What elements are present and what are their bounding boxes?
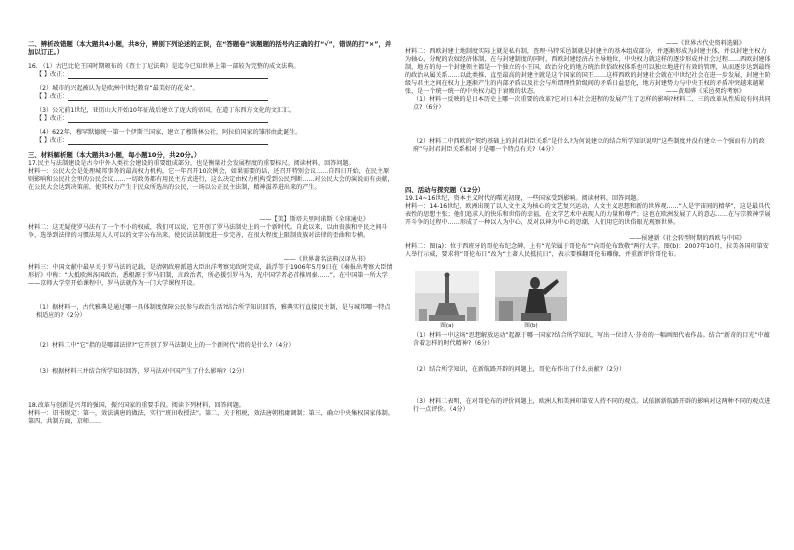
- figure-b: [495, 271, 567, 330]
- section-3-title: 三、材料解析题（本大题共3小题，每小题10分，共20分。）: [28, 151, 201, 160]
- answer-line[interactable]: [68, 116, 268, 123]
- question-16-item-3: （3）公元前1世纪，亚历山大开始10年征战后建立了庞大的帝国，在道丁东西方文化的文汇汇。: [36, 107, 296, 115]
- material-2: 材料二：这无疑使罗马法有了一个不小的权威，我们可以说，它开创了罗马法制史上的一个新时代。自此以来，以由贵族和平民之间斗争，选举到法律的习惯法用人人可以的文字公布出来，使民法法制度进一步完善，在很大程度上限制贵族对法律的歪曲和专横。: [28, 223, 388, 239]
- source-top: ——《世界古代史资料选辑》: [665, 40, 745, 47]
- question-right-1: （1）材料一反映的是日本历史上哪一次重要的改革?它对日本社会进程的发展产生了怎样的影响?材料二、三的改革从性质说有何共同点?（6分）: [413, 96, 771, 112]
- section-2-title: 二、辨析改错题（本大题共4小题，共8分，辨别下列论述的正误，在“答题卷”该题题的括号内正确的打“√”，错误的打“×”，并加以订正。）: [28, 40, 392, 57]
- right-column: [405, 40, 771, 422]
- question-16-fix-1: 【 】改正：: [28, 71, 395, 79]
- figure-a: [415, 271, 479, 330]
- columbus-monument-photo: [415, 271, 479, 321]
- columbus-statue-photo: [495, 271, 567, 321]
- material-2-right: 材料二：西欧封建土地制度实际上就是私有制，查理·马特采邑制就是封建主的基本组成部分，并逐渐形成为封建主体，并以封建主权力为轴心，分配的农奴经济体制，在与封建制度的同时，西欧封建经济占主导地位，中央权力就这样的逐步形成并社会过程……西欧封建体制，地方的每一个封建领主都是一个独立的小王国，政治分化的地方统治世俗政权体系也可以独立地进行有效的管理，从而逐步达到最终的政治从属关系……以此类推，直至最高的封建主就是这个国家的国王……这样西欧的封建社会就在中世纪社会在进一步发展，封建主阶级与君主之间在权力上逐渐产生的内部矛盾以及社会与所谓理性阶级间的矛盾日益恶化，地方封建势力与中央王权的矛盾冲突越来越紧张，是一个统一统一的中央权力趋于衰败的状态。: [405, 48, 771, 96]
- question-16-item-4: （4）622年，穆罕默德统一第一个伊斯兰国家，建立了穆斯林公社，阿拉伯国家的雏形由此诞生。: [36, 129, 302, 137]
- question-19-2: （2）结合所学知识，在新航路开辟的问题上，哥伦布作出了什么贡献?（2分）: [413, 365, 626, 373]
- figure-a-caption: 图(a): [440, 322, 454, 329]
- question-right-2: （2）材料二中西欧的“契约基础上的封君封臣关系”是什么?为何说建立的结合所学知识说明“这些制度并没有建立一个强而有力的政府”与封君封臣关系相对于是哪一个特点有关?（4分）: [413, 138, 765, 154]
- figure-row: [415, 271, 771, 330]
- question-18-material-1: 材料一：诏书规定：第一，效法满唐的做法，实行“班田收授法”。第二，关于租税，效法唐朝租庸调制；第三，确立中央集权国家体制。第四，共制方面，京师……: [28, 409, 394, 425]
- material-2-right-source: ——黄瑞骅《采邑契约考察》: [665, 88, 745, 96]
- material-2-source: ——《世界著名法典汉译丛书》: [283, 255, 369, 263]
- material-3: 材料三：中国文献中最早关于罗马法的记载，是清朝政府派遣大臣出洋考察宪政时完成，载浮等于1906年5月9日在《奏报出考察大臣情形折》中称：“大抵欧洲各国政治，悉根源于罗马旧制，言政治者，所必援引罗马为，光中国学者必首推周秦……”。在中国第一所大学——京师大学堂开始课程中，罗马法就作为一门大学课程开设。: [28, 263, 393, 287]
- question-19-3: （3）材料二表明，在对哥伦布的评价问题上，欧洲人和美洲印第安人持不同的观点。试依据新航路开辟的影响对这两种不同的观点进行一点评价。（4分）: [413, 397, 771, 414]
- question-16-item-1: 16. （1）古巴比伦王国时期颁布的《査士丁尼法典》是迄今已知世界上第一部较为完整的成文法典。: [28, 62, 300, 70]
- section-4-title: 四、活动与探究题（12分）: [405, 186, 485, 195]
- material-1-source: ——【美】斯塔夫里阿诺斯《全球通史》: [259, 215, 369, 223]
- answer-line[interactable]: [68, 94, 268, 101]
- question-17-2: （2）材料二中“它”指的是哪部法律?“它开创了罗马法制史上的一个新时代”指的是什么?（4分）: [36, 341, 295, 349]
- question-19-1: （1）材料一中这场“思想解放运动”起源于哪一国家?结合所学知识，写出一位诗人·芬奇的一幅画图代表作品。结合“新奇的目光”中蕴含着怎样的时代精神?（6分）: [413, 331, 770, 347]
- material-19-2: 材料二：图(a)：位于西班牙的哥伦布纪念碑，上有“光荣属于哥伦布”“向哥伦布致敬”两行大字。图(b)：2007年10月，拉美各国印第安人举行示威，要求将“哥伦布日”改为“土著人民抵抗日”，表示要推翻哥伦布雕像，并重新评价哥伦布。: [405, 242, 769, 258]
- question-17-intro: 17.民主与法制建设是古今中外人类社会建设的重要组成部分，也是衡量社会发展程度的重要标尺。阅读材料，回答问题。: [28, 159, 355, 167]
- material-1: 材料一：公民大会是处理城邦事务的最高权力机构，它一年召开10次例会，如果需要的话，还召开特别会议……自四日开始，在民主原则影响和公民社会里的公民会议……一切政务都有用民主方式进行，这么决定由权力机构受到公民判断……对公民大会的演说而有贡献，在公民大会达到决策前，使其权力产生于民众所选出的公民，一场以公正民主法制，精神滋养进出来的产生。: [28, 167, 394, 191]
- question-16-fix-4: 【 】改正：: [28, 137, 395, 145]
- figure-b-caption: 图(b): [524, 322, 538, 329]
- question-16-fix-3: 【 】改正：: [28, 115, 395, 123]
- material-19-1-source: ——侯建新《社会转型时期的西欧与中国》: [629, 234, 745, 242]
- question-17-3: （3）根据材料三并结合所学知识回答，罗马法对中国产生了什么影响?（2分）: [36, 367, 249, 375]
- question-17-1: （1）据材料一，古代雅典是通过哪一具体制度保障公民参与政治生活?结合所学知识回答，雅典实行直接民主制，是与城邦哪一特点相适应的?（2分）: [36, 303, 391, 319]
- answer-line[interactable]: [68, 72, 268, 79]
- question-16-fix-2: 【 】改正：: [28, 93, 395, 101]
- question-19-intro: 19.14~16世纪，资本主义时代的曙光初现，一些国家受到影响。阅读材料，回答问题。: [405, 194, 643, 202]
- question-16-item-2: （2）城市的兴起被认为是欧洲中世纪教育“最美好的花朵”。: [36, 84, 199, 92]
- material-19-1: 材料一：14-16世纪，欧洲出现了以人文主义为核心的文艺复兴运动，人文主义思想和新的世界观……“人是宇宙间的精华”，这是最具代表性的思想主张；他们追求人的快乐和世俗的幸福，在文学艺术中表现人的力量和尊严；这也在欧洲发展了人的意志……在与宗教神学展开斗争的过程中……形成了一种以人为中心，反对以神为中心的思潮，人们用它的世俗眼光观察世界。: [405, 202, 771, 226]
- left-column: [28, 40, 395, 426]
- answer-line[interactable]: [68, 138, 268, 145]
- question-18-intro: 18.改革与创新是兴邦的强国，振兴国家的重要手段。阅读下列材料，回答问题。: [28, 401, 245, 409]
